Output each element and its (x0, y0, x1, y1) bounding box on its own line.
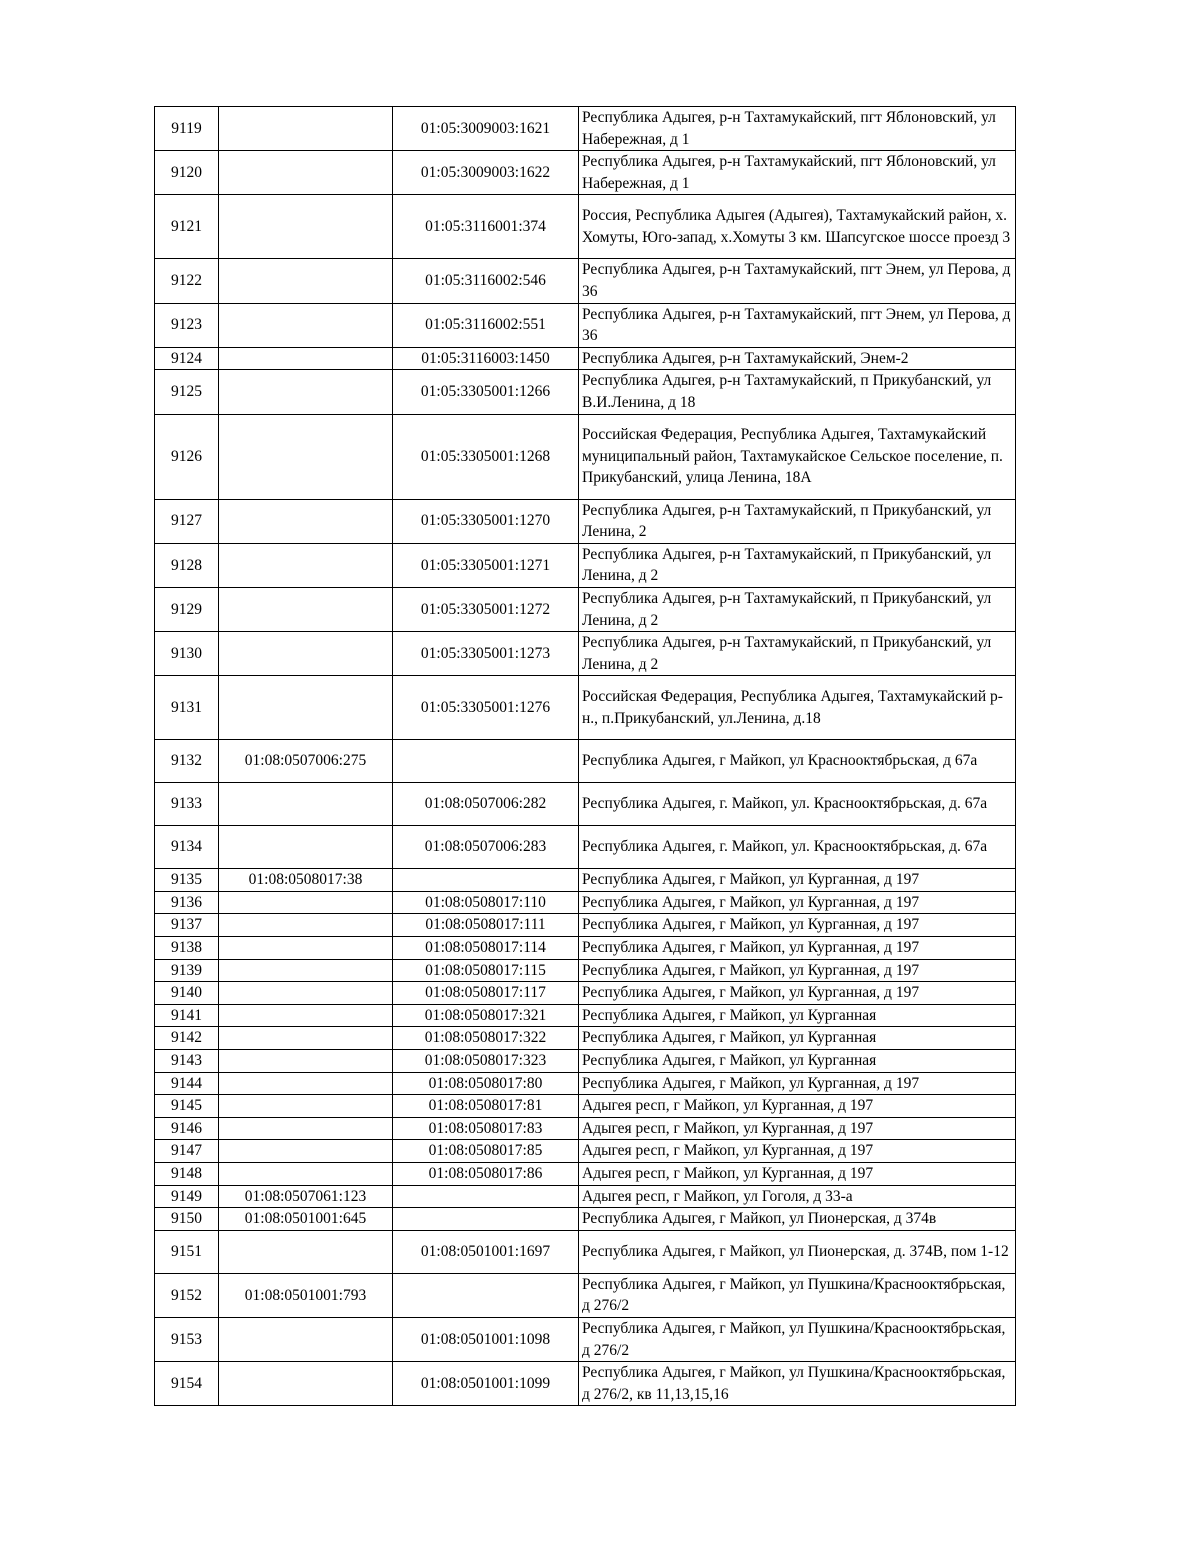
cadastral-number-cell (393, 1273, 579, 1317)
table-row (155, 959, 1016, 982)
address-cell: Республика Адыгея, р-н Тахтамукайский, пгт Яблоновский, ул Набережная, д 1 (579, 151, 1016, 195)
table-row (155, 347, 1016, 370)
cadastral-number-cell: 01:05:3009003:1621 (393, 107, 579, 151)
parent-cadastral-cell (219, 632, 393, 676)
address-cell: Республика Адыгея, г Майкоп, ул Пушкина/Краснооктябрьская, д 276/2, кв 11,13,15,16 (579, 1362, 1016, 1406)
table-row (155, 414, 1016, 499)
table-row (155, 587, 1016, 631)
row-number-cell: 9130 (155, 632, 219, 676)
table-row (155, 259, 1016, 303)
table-row (155, 1230, 1016, 1273)
row-number-cell: 9120 (155, 151, 219, 195)
table-row (155, 151, 1016, 195)
row-number-cell: 9154 (155, 1362, 219, 1406)
cadastral-number-cell: 01:05:3305001:1272 (393, 587, 579, 631)
address-cell: Республика Адыгея, р-н Тахтамукайский, Энем-2 (579, 347, 1016, 370)
row-number-cell: 9140 (155, 982, 219, 1005)
parent-cadastral-cell (219, 1163, 393, 1186)
table-row (155, 1163, 1016, 1186)
cadastral-number-cell: 01:08:0508017:115 (393, 959, 579, 982)
address-cell: Адыгея респ, г Майкоп, ул Курганная, д 197 (579, 1117, 1016, 1140)
parent-cadastral-cell (219, 259, 393, 303)
cadastral-number-cell: 01:08:0501001:1099 (393, 1362, 579, 1406)
row-number-cell: 9132 (155, 740, 219, 783)
cadastral-number-cell (393, 869, 579, 892)
cadastral-number-cell: 01:08:0508017:83 (393, 1117, 579, 1140)
cadastral-number-cell: 01:05:3116002:551 (393, 303, 579, 347)
row-number-cell: 9131 (155, 676, 219, 740)
parent-cadastral-cell (219, 914, 393, 937)
parent-cadastral-cell (219, 543, 393, 587)
row-number-cell: 9153 (155, 1317, 219, 1361)
table-row (155, 1273, 1016, 1317)
address-cell: Республика Адыгея, г Майкоп, ул Пушкина/Краснооктябрьская, д 276/2 (579, 1273, 1016, 1317)
row-number-cell: 9122 (155, 259, 219, 303)
table-row (155, 1317, 1016, 1361)
row-number-cell: 9126 (155, 414, 219, 499)
address-cell: Республика Адыгея, г Майкоп, ул Курганная (579, 1050, 1016, 1073)
parent-cadastral-cell: 01:08:0508017:38 (219, 869, 393, 892)
row-number-cell: 9148 (155, 1163, 219, 1186)
table-row (155, 1140, 1016, 1163)
table-row (155, 370, 1016, 414)
table-row (155, 1362, 1016, 1406)
cadastral-number-cell: 01:05:3305001:1270 (393, 499, 579, 543)
cadastral-number-cell: 01:05:3009003:1622 (393, 151, 579, 195)
table-row (155, 1004, 1016, 1027)
parent-cadastral-cell: 01:08:0507061:123 (219, 1185, 393, 1208)
cadastral-number-cell: 01:05:3116002:546 (393, 259, 579, 303)
address-cell: Республика Адыгея, г Майкоп, ул Курганная (579, 1004, 1016, 1027)
address-cell: Республика Адыгея, р-н Тахтамукайский, пгт Энем, ул Перова, д 36 (579, 303, 1016, 347)
row-number-cell: 9147 (155, 1140, 219, 1163)
cadastral-number-cell: 01:08:0508017:110 (393, 891, 579, 914)
parent-cadastral-cell (219, 303, 393, 347)
cadastral-number-cell: 01:05:3305001:1266 (393, 370, 579, 414)
parent-cadastral-cell (219, 982, 393, 1005)
parent-cadastral-cell (219, 414, 393, 499)
address-cell: Российская Федерация, Республика Адыгея, Тахтамукайский р-н., п.Прикубанский, ул.Ленина, д.18 (579, 676, 1016, 740)
parent-cadastral-cell (219, 826, 393, 869)
table-body (155, 107, 1016, 1406)
parent-cadastral-cell (219, 783, 393, 826)
parent-cadastral-cell (219, 1095, 393, 1118)
row-number-cell: 9135 (155, 869, 219, 892)
parent-cadastral-cell (219, 676, 393, 740)
table-row (155, 1072, 1016, 1095)
address-cell: Республика Адыгея, г Майкоп, ул Курганная (579, 1027, 1016, 1050)
table-row (155, 107, 1016, 151)
row-number-cell: 9143 (155, 1050, 219, 1073)
cadastral-number-cell: 01:08:0507006:282 (393, 783, 579, 826)
parent-cadastral-cell (219, 1362, 393, 1406)
parent-cadastral-cell (219, 107, 393, 151)
address-cell: Адыгея респ, г Майкоп, ул Курганная, д 197 (579, 1095, 1016, 1118)
table-row (155, 499, 1016, 543)
row-number-cell: 9136 (155, 891, 219, 914)
row-number-cell: 9151 (155, 1230, 219, 1273)
row-number-cell: 9138 (155, 937, 219, 960)
parent-cadastral-cell (219, 499, 393, 543)
cadastral-number-cell: 01:05:3305001:1268 (393, 414, 579, 499)
table-row (155, 869, 1016, 892)
address-cell: Республика Адыгея, г Майкоп, ул Пионерская, д. 374В, пом 1-12 (579, 1230, 1016, 1273)
address-cell: Адыгея респ, г Майкоп, ул Курганная, д 197 (579, 1163, 1016, 1186)
address-cell: Республика Адыгея, г Майкоп, ул Курганная, д 197 (579, 937, 1016, 960)
address-cell: Республика Адыгея, г Майкоп, ул Курганная, д 197 (579, 1072, 1016, 1095)
address-cell: Россия, Республика Адыгея (Адыгея), Тахтамукайский район, х. Хомуты, Юго-запад, х.Хомуты 3 км. Шапсугское шоссе проезд 3 (579, 195, 1016, 259)
cadastral-number-cell: 01:08:0508017:111 (393, 914, 579, 937)
parent-cadastral-cell: 01:08:0501001:645 (219, 1208, 393, 1231)
cadastral-number-cell: 01:08:0508017:114 (393, 937, 579, 960)
table-row (155, 1208, 1016, 1231)
cadastral-number-cell (393, 1185, 579, 1208)
row-number-cell: 9134 (155, 826, 219, 869)
parent-cadastral-cell (219, 1230, 393, 1273)
address-cell: Адыгея респ, г Майкоп, ул Гоголя, д 33-а (579, 1185, 1016, 1208)
table-row (155, 543, 1016, 587)
row-number-cell: 9152 (155, 1273, 219, 1317)
cadastral-number-cell: 01:08:0508017:86 (393, 1163, 579, 1186)
cadastral-number-cell: 01:08:0501001:1098 (393, 1317, 579, 1361)
row-number-cell: 9145 (155, 1095, 219, 1118)
row-number-cell: 9142 (155, 1027, 219, 1050)
row-number-cell: 9127 (155, 499, 219, 543)
row-number-cell: 9141 (155, 1004, 219, 1027)
address-cell: Республика Адыгея, р-н Тахтамукайский, пгт Яблоновский, ул Набережная, д 1 (579, 107, 1016, 151)
address-cell: Республика Адыгея, р-н Тахтамукайский, п Прикубанский, ул Ленина, д 2 (579, 632, 1016, 676)
parent-cadastral-cell (219, 195, 393, 259)
parent-cadastral-cell (219, 1050, 393, 1073)
parent-cadastral-cell: 01:08:0507006:275 (219, 740, 393, 783)
row-number-cell: 9146 (155, 1117, 219, 1140)
table-row (155, 1095, 1016, 1118)
table-row (155, 1185, 1016, 1208)
address-cell: Республика Адыгея, г Майкоп, ул Краснооктябрьская, д 67а (579, 740, 1016, 783)
parent-cadastral-cell (219, 891, 393, 914)
table-row (155, 1027, 1016, 1050)
table-row (155, 826, 1016, 869)
parent-cadastral-cell (219, 370, 393, 414)
row-number-cell: 9128 (155, 543, 219, 587)
parent-cadastral-cell (219, 937, 393, 960)
parent-cadastral-cell: 01:08:0501001:793 (219, 1273, 393, 1317)
parent-cadastral-cell (219, 151, 393, 195)
cadastral-number-cell: 01:05:3305001:1276 (393, 676, 579, 740)
address-cell: Республика Адыгея, р-н Тахтамукайский, п Прикубанский, ул Ленина, д 2 (579, 587, 1016, 631)
parent-cadastral-cell (219, 1004, 393, 1027)
cadastral-number-cell: 01:05:3305001:1271 (393, 543, 579, 587)
row-number-cell: 9150 (155, 1208, 219, 1231)
row-number-cell: 9119 (155, 107, 219, 151)
cadastral-number-cell: 01:05:3116003:1450 (393, 347, 579, 370)
cadastral-table (154, 106, 1016, 1406)
row-number-cell: 9124 (155, 347, 219, 370)
address-cell: Республика Адыгея, г Майкоп, ул Курганная, д 197 (579, 914, 1016, 937)
table-row (155, 740, 1016, 783)
row-number-cell: 9133 (155, 783, 219, 826)
cadastral-number-cell: 01:08:0508017:322 (393, 1027, 579, 1050)
table-row (155, 676, 1016, 740)
cadastral-number-cell: 01:05:3116001:374 (393, 195, 579, 259)
table-row (155, 632, 1016, 676)
parent-cadastral-cell (219, 1317, 393, 1361)
parent-cadastral-cell (219, 1140, 393, 1163)
address-cell: Республика Адыгея, р-н Тахтамукайский, п Прикубанский, ул Ленина, д 2 (579, 543, 1016, 587)
cadastral-number-cell: 01:08:0508017:321 (393, 1004, 579, 1027)
cadastral-number-cell: 01:08:0508017:80 (393, 1072, 579, 1095)
cadastral-number-cell: 01:08:0508017:85 (393, 1140, 579, 1163)
row-number-cell: 9123 (155, 303, 219, 347)
address-cell: Российская Федерация, Республика Адыгея, Тахтамукайский муниципальный район, Тахтамукайское Сельское поселение, п. Прикубанский, улица Ленина, 18А (579, 414, 1016, 499)
table-row (155, 891, 1016, 914)
row-number-cell: 9125 (155, 370, 219, 414)
parent-cadastral-cell (219, 1117, 393, 1140)
cadastral-number-cell (393, 1208, 579, 1231)
table-row (155, 1117, 1016, 1140)
address-cell: Республика Адыгея, г Майкоп, ул Курганная, д 197 (579, 959, 1016, 982)
cadastral-number-cell: 01:08:0508017:117 (393, 982, 579, 1005)
address-cell: Республика Адыгея, г. Майкоп, ул. Краснооктябрьская, д. 67а (579, 826, 1016, 869)
address-cell: Республика Адыгея, г Майкоп, ул Курганная, д 197 (579, 982, 1016, 1005)
address-cell: Республика Адыгея, г Майкоп, ул Курганная, д 197 (579, 891, 1016, 914)
cadastral-number-cell: 01:08:0507006:283 (393, 826, 579, 869)
table-row (155, 195, 1016, 259)
address-cell: Республика Адыгея, р-н Тахтамукайский, пгт Энем, ул Перова, д 36 (579, 259, 1016, 303)
address-cell: Республика Адыгея, г. Майкоп, ул. Краснооктябрьская, д. 67а (579, 783, 1016, 826)
row-number-cell: 9129 (155, 587, 219, 631)
cadastral-number-cell (393, 740, 579, 783)
parent-cadastral-cell (219, 1027, 393, 1050)
cadastral-number-cell: 01:08:0508017:81 (393, 1095, 579, 1118)
parent-cadastral-cell (219, 959, 393, 982)
parent-cadastral-cell (219, 587, 393, 631)
table-row (155, 783, 1016, 826)
parent-cadastral-cell (219, 1072, 393, 1095)
cadastral-number-cell: 01:08:0508017:323 (393, 1050, 579, 1073)
address-cell: Республика Адыгея, г Майкоп, ул Курганная, д 197 (579, 869, 1016, 892)
cadastral-number-cell: 01:08:0501001:1697 (393, 1230, 579, 1273)
row-number-cell: 9137 (155, 914, 219, 937)
address-cell: Республика Адыгея, р-н Тахтамукайский, п Прикубанский, ул В.И.Ленина, д 18 (579, 370, 1016, 414)
address-cell: Адыгея респ, г Майкоп, ул Курганная, д 197 (579, 1140, 1016, 1163)
table-row (155, 982, 1016, 1005)
address-cell: Республика Адыгея, г Майкоп, ул Пионерская, д 374в (579, 1208, 1016, 1231)
table-row (155, 937, 1016, 960)
row-number-cell: 9139 (155, 959, 219, 982)
row-number-cell: 9121 (155, 195, 219, 259)
parent-cadastral-cell (219, 347, 393, 370)
table-row (155, 1050, 1016, 1073)
address-cell: Республика Адыгея, г Майкоп, ул Пушкина/Краснооктябрьская, д 276/2 (579, 1317, 1016, 1361)
row-number-cell: 9144 (155, 1072, 219, 1095)
table-row (155, 303, 1016, 347)
address-cell: Республика Адыгея, р-н Тахтамукайский, п Прикубанский, ул Ленина, 2 (579, 499, 1016, 543)
table-row (155, 914, 1016, 937)
row-number-cell: 9149 (155, 1185, 219, 1208)
cadastral-number-cell: 01:05:3305001:1273 (393, 632, 579, 676)
